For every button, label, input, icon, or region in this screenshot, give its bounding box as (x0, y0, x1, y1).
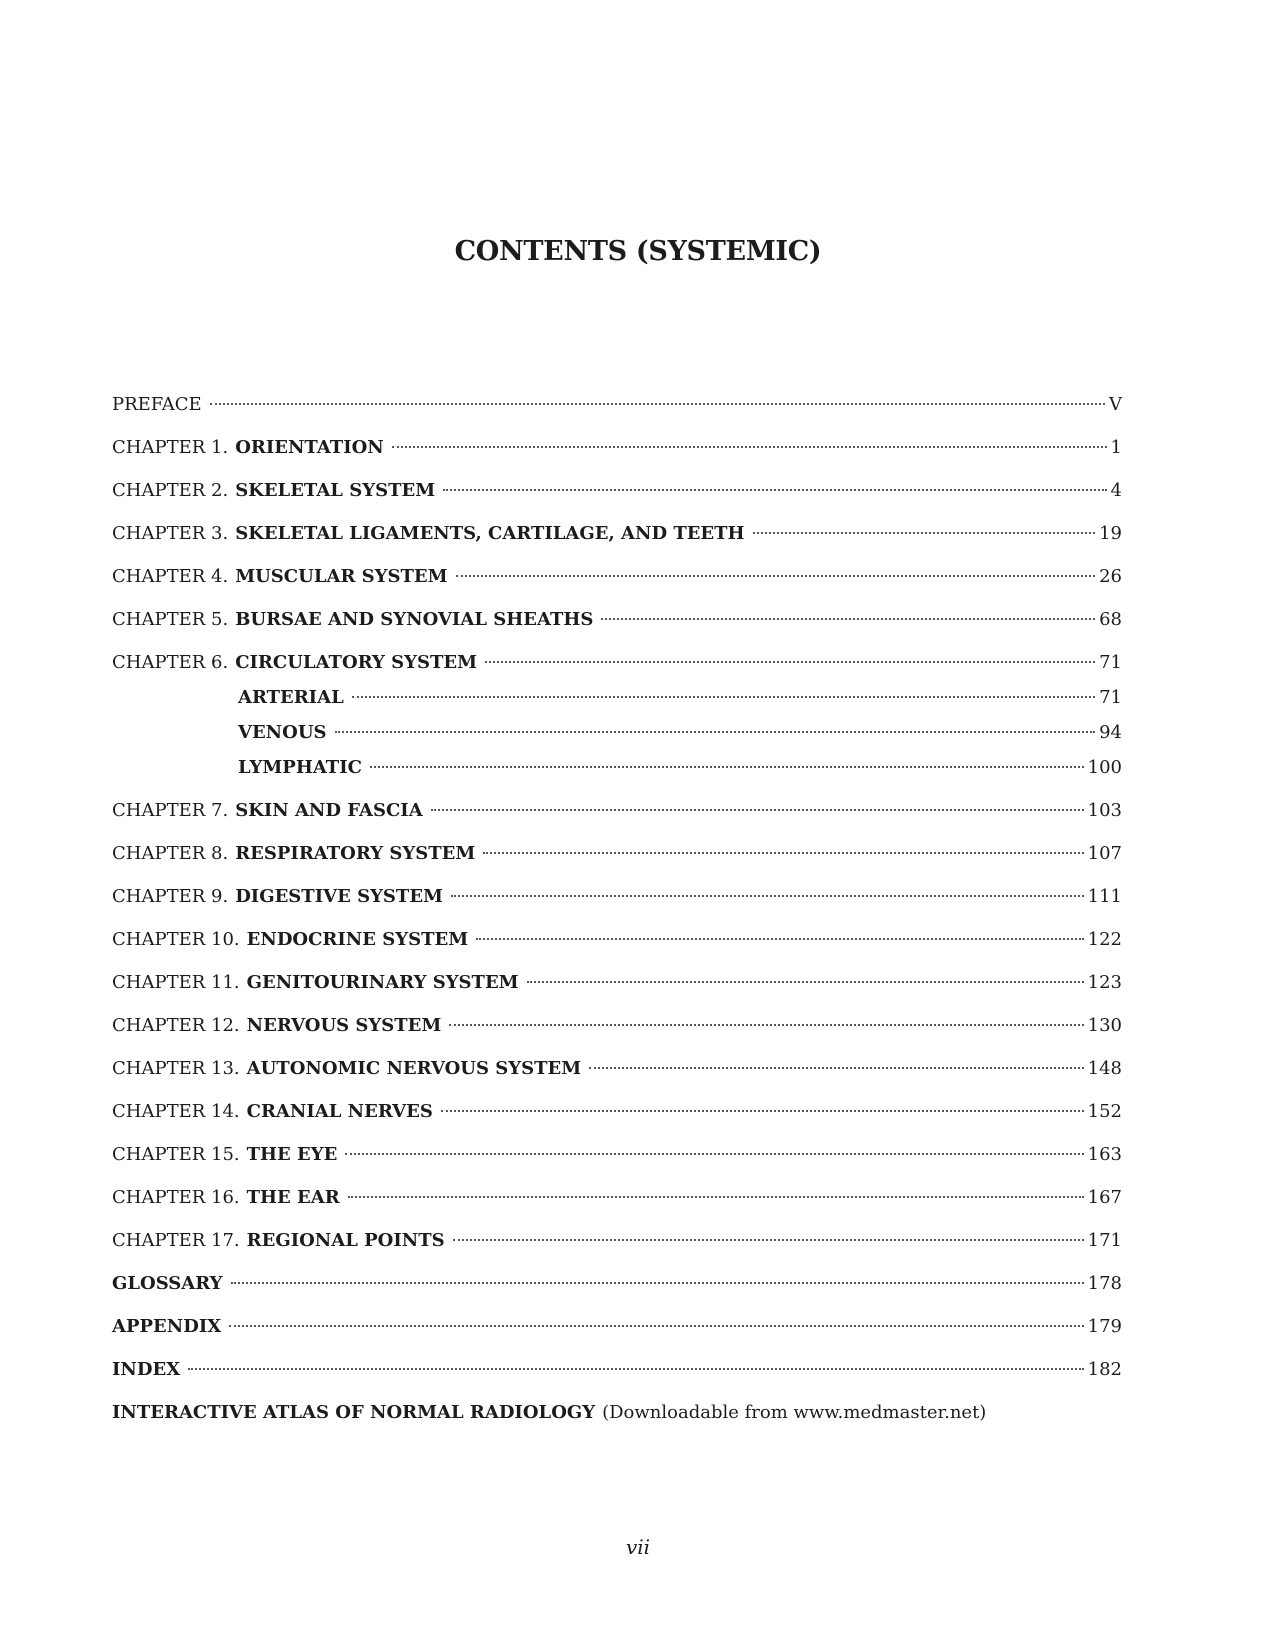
toc-entry-chapter-3[interactable] (112, 519, 1122, 549)
toc-entry-title: PREFACE (112, 394, 202, 415)
toc-entry-page: 152 (1087, 1101, 1122, 1122)
toc-entry-title: ORIENTATION (235, 437, 384, 458)
chapter-number: CHAPTER 12. (112, 1015, 240, 1036)
toc-entry-chapter-16[interactable] (112, 1183, 1122, 1213)
page-number: vii (625, 1535, 651, 1559)
toc-entry-chapter-12[interactable] (112, 1011, 1122, 1041)
download-note: (Downloadable from www.medmaster.net) (602, 1402, 987, 1423)
dot-leader (449, 1024, 1083, 1026)
toc-entry-page: 71 (1099, 652, 1122, 673)
toc-entry-title: INDEX (112, 1359, 181, 1380)
toc-entry-title: GLOSSARY (112, 1273, 223, 1294)
dot-leader (441, 1110, 1084, 1112)
toc-entry-title: ARTERIAL (238, 687, 344, 708)
toc-entry-chapter-10[interactable] (112, 925, 1122, 955)
toc-entry-chapter-13[interactable] (112, 1054, 1122, 1084)
toc-entry-page: 1 (1110, 437, 1122, 458)
toc-entry-title: RESPIRATORY SYSTEM (235, 843, 476, 864)
dot-leader (348, 1196, 1084, 1198)
toc-entry-title: SKIN AND FASCIA (235, 800, 423, 821)
toc-entry-title: VENOUS (238, 722, 327, 743)
toc-entry-page: 111 (1087, 886, 1122, 907)
toc-entry-page: 19 (1099, 523, 1122, 544)
dot-leader (451, 895, 1084, 897)
chapter-number: CHAPTER 4. (112, 566, 229, 587)
dot-leader (476, 938, 1084, 940)
chapter-number: CHAPTER 17. (112, 1230, 240, 1251)
dot-leader (188, 1368, 1083, 1370)
toc-entry-chapter-6[interactable] (112, 648, 1122, 678)
toc-entry-title: CIRCULATORY SYSTEM (235, 652, 478, 673)
chapter-number: CHAPTER 8. (112, 843, 229, 864)
dot-leader (431, 809, 1084, 811)
chapter-number: CHAPTER 7. (112, 800, 229, 821)
toc-entry-preface[interactable] (112, 390, 1122, 420)
toc-entry-title: THE EAR (246, 1187, 340, 1208)
toc-entry-glossary[interactable] (112, 1269, 1122, 1299)
page-title: CONTENTS (SYSTEMIC) (454, 236, 822, 267)
toc-entry-title: SKELETAL SYSTEM (235, 480, 436, 501)
toc-subentry-lymphatic[interactable] (112, 753, 1122, 783)
toc-entry-title: APPENDIX (112, 1316, 222, 1337)
dot-leader (453, 1239, 1084, 1241)
toc-entry-chapter-14[interactable] (112, 1097, 1122, 1127)
dot-leader (485, 661, 1095, 663)
toc-entry-page: 123 (1087, 972, 1122, 993)
toc-entry-title: AUTONOMIC NERVOUS SYSTEM (246, 1058, 582, 1079)
chapter-number: CHAPTER 10. (112, 929, 240, 950)
toc-subentry-arterial[interactable] (112, 683, 1122, 713)
toc-entry-page: 178 (1087, 1273, 1122, 1294)
toc-entry-page: 167 (1087, 1187, 1122, 1208)
toc-entry-page: V (1109, 394, 1122, 415)
dot-leader (231, 1282, 1084, 1284)
chapter-number: CHAPTER 14. (112, 1101, 240, 1122)
chapter-number: CHAPTER 15. (112, 1144, 240, 1165)
toc-entry-title: SKELETAL LIGAMENTS, CARTILAGE, AND TEETH (235, 523, 745, 544)
toc-entry-chapter-7[interactable] (112, 796, 1122, 826)
dot-leader (335, 731, 1096, 733)
toc-entry-page: 171 (1087, 1230, 1122, 1251)
chapter-number: CHAPTER 5. (112, 609, 229, 630)
toc-entry-chapter-2[interactable] (112, 476, 1122, 506)
toc-entry-title: INTERACTIVE ATLAS OF NORMAL RADIOLOGY (112, 1402, 596, 1423)
toc-entry-title: GENITOURINARY SYSTEM (246, 972, 519, 993)
toc-entry-title: ENDOCRINE SYSTEM (246, 929, 469, 950)
toc-entry-page: 71 (1099, 687, 1122, 708)
chapter-number: CHAPTER 2. (112, 480, 229, 501)
toc-entry-page: 130 (1087, 1015, 1122, 1036)
toc-entry-page: 107 (1087, 843, 1122, 864)
toc-entry-chapter-5[interactable] (112, 605, 1122, 635)
toc-entry-page: 163 (1087, 1144, 1122, 1165)
toc-entry-page: 103 (1087, 800, 1122, 821)
toc-entry-page: 179 (1087, 1316, 1122, 1337)
dot-leader (589, 1067, 1084, 1069)
chapter-number: CHAPTER 13. (112, 1058, 240, 1079)
dot-leader (229, 1325, 1083, 1327)
toc-entry-chapter-9[interactable] (112, 882, 1122, 912)
toc-entry-page: 182 (1087, 1359, 1122, 1380)
toc-entry-appendix[interactable] (112, 1312, 1122, 1342)
dot-leader (483, 852, 1083, 854)
toc-entry-title: DIGESTIVE SYSTEM (235, 886, 443, 907)
dot-leader (210, 403, 1105, 405)
toc-entry-page: 4 (1110, 480, 1122, 501)
dot-leader (345, 1153, 1083, 1155)
toc-entry-title: THE EYE (246, 1144, 338, 1165)
toc-entry-chapter-11[interactable] (112, 968, 1122, 998)
dot-leader (443, 489, 1106, 491)
toc-entry-title: LYMPHATIC (238, 757, 362, 778)
dot-leader (753, 532, 1096, 534)
dot-leader (601, 618, 1095, 620)
dot-leader (370, 766, 1084, 768)
toc-entry-chapter-15[interactable] (112, 1140, 1122, 1170)
toc-entry-page: 26 (1099, 566, 1122, 587)
toc-entry-chapter-1[interactable] (112, 433, 1122, 463)
toc-subentry-venous[interactable] (112, 718, 1122, 748)
toc-entry-chapter-4[interactable] (112, 562, 1122, 592)
chapter-number: CHAPTER 11. (112, 972, 240, 993)
toc-entry-page: 68 (1099, 609, 1122, 630)
toc-entry-title: MUSCULAR SYSTEM (235, 566, 448, 587)
toc-entry-title: CRANIAL NERVES (246, 1101, 433, 1122)
chapter-number: CHAPTER 1. (112, 437, 229, 458)
toc-entry-page: 122 (1087, 929, 1122, 950)
dot-leader (352, 696, 1095, 698)
chapter-number: CHAPTER 16. (112, 1187, 240, 1208)
toc-entry-page: 94 (1099, 722, 1122, 743)
dot-leader (392, 446, 1107, 448)
toc-entry-page: 100 (1087, 757, 1122, 778)
toc-entry-title: NERVOUS SYSTEM (246, 1015, 442, 1036)
toc-entry-title: BURSAE AND SYNOVIAL SHEATHS (235, 609, 594, 630)
dot-leader (527, 981, 1084, 983)
toc-entry-chapter-17[interactable] (112, 1226, 1122, 1256)
toc-entry-title: REGIONAL POINTS (246, 1230, 445, 1251)
toc-entry-index[interactable] (112, 1355, 1122, 1385)
toc-entry-atlas[interactable] (112, 1398, 1122, 1428)
dot-leader (456, 575, 1096, 577)
toc-entry-chapter-8[interactable] (112, 839, 1122, 869)
chapter-number: CHAPTER 9. (112, 886, 229, 907)
chapter-number: CHAPTER 6. (112, 652, 229, 673)
chapter-number: CHAPTER 3. (112, 523, 229, 544)
toc-entry-page: 148 (1087, 1058, 1122, 1079)
